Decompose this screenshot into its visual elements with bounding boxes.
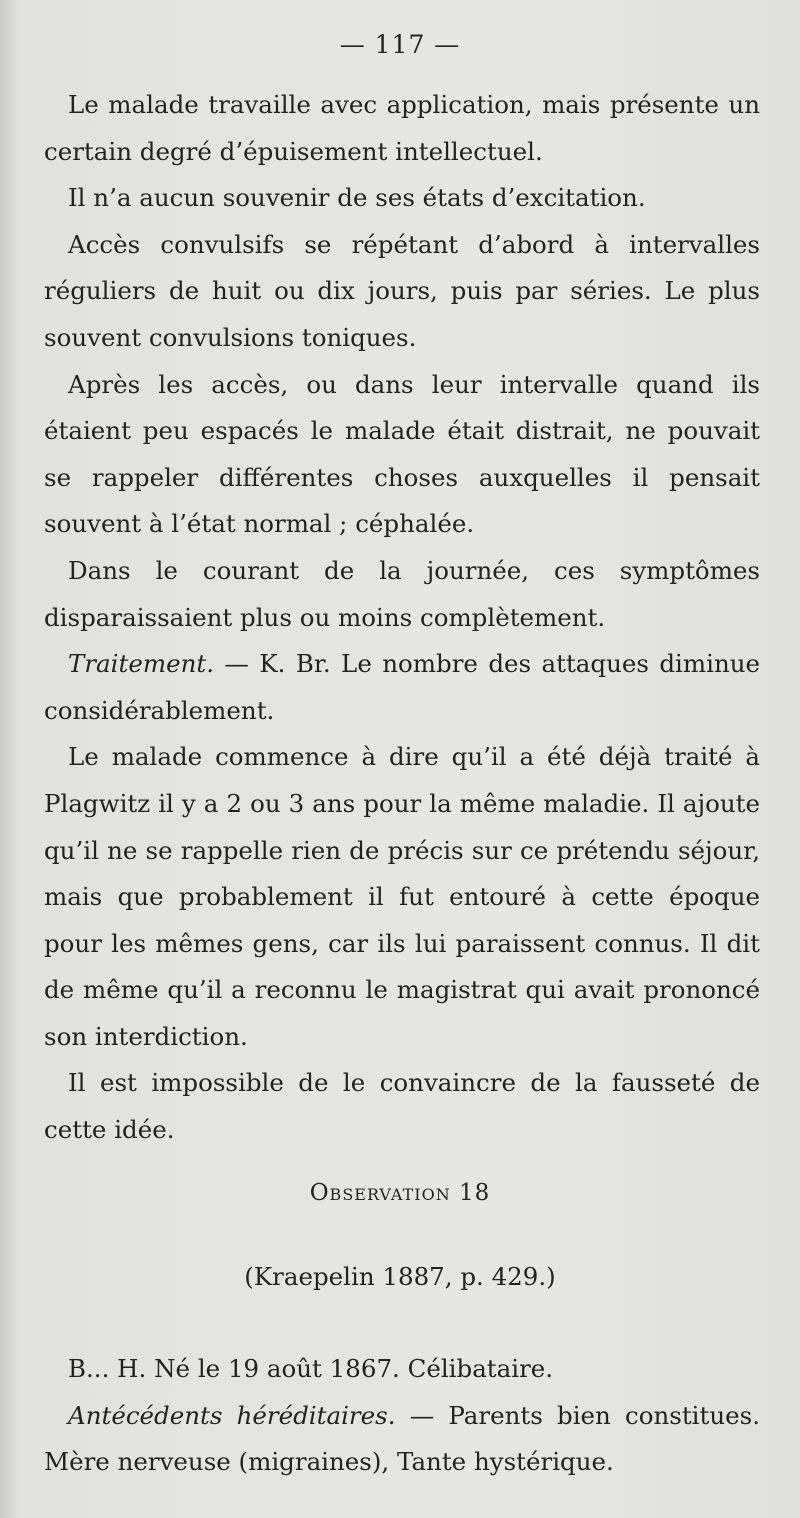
- paragraph: Il est impossible de le convaincre de la fausseté de cette idée.: [44, 1068, 760, 1145]
- paragraph: Accès convulsifs se répétant d’abord à intervalles réguliers de huit ou dix jours, puis par séries. Le plus souvent convulsions toniques.: [44, 229, 760, 352]
- observation-title: Observation: [309, 1180, 451, 1206]
- treatment-label: Traitement.: [68, 649, 214, 679]
- antecedents-paragraph: [44, 1393, 760, 1486]
- antecedents-text: — Parents bien constitues. Mère nerveuse (migraines), Tante hystérique.: [44, 1400, 760, 1477]
- observation-number: 18: [459, 1180, 491, 1206]
- paragraph: Le malade commence à dire qu’il a été déjà traité à Plagwitz il y a 2 ou 3 ans pour la même maladie. Il ajoute qu’il ne se rappelle rien de précis sur ce prétendu séjour, mais que probablement il fut entouré à cette époque pour les mêmes gens, car ils lui paraissent connus. Il dit de même qu’il a reconnu le magistrat qui avait prononcé son interdiction.: [44, 742, 760, 1051]
- paragraph: Il n’a aucun souvenir de ses états d’excitation.: [68, 183, 646, 213]
- treatment-text: — K. Br. Le nombre des attaques diminue considérablement.: [44, 649, 760, 725]
- page-number: — 117 —: [339, 30, 461, 59]
- patient-line: B... H. Né le 19 août 1867. Célibataire.: [68, 1354, 554, 1383]
- body-text-observation: [44, 1346, 760, 1486]
- observation-heading: [0, 1180, 800, 1206]
- paragraph: Le malade travaille avec application, mais présente un certain degré d’épuisement intellectuel.: [44, 90, 760, 166]
- paragraph: Dans le courant de la journée, ces symptômes disparaissaient plus ou moins complètement.: [44, 555, 760, 632]
- observation-reference: (Kraepelin 1887, p. 429.): [244, 1262, 556, 1291]
- body-text: [44, 82, 760, 1154]
- antecedents-label: Antécédents héréditaires.: [68, 1400, 396, 1430]
- paragraph: Après les accès, ou dans leur intervalle quand ils étaient peu espacés le malade était distrait, ne pouvait se rappeler différentes choses auxquelles il pensait souvent à l’état normal ; céphalée.: [44, 369, 760, 539]
- treatment-paragraph: [44, 641, 760, 734]
